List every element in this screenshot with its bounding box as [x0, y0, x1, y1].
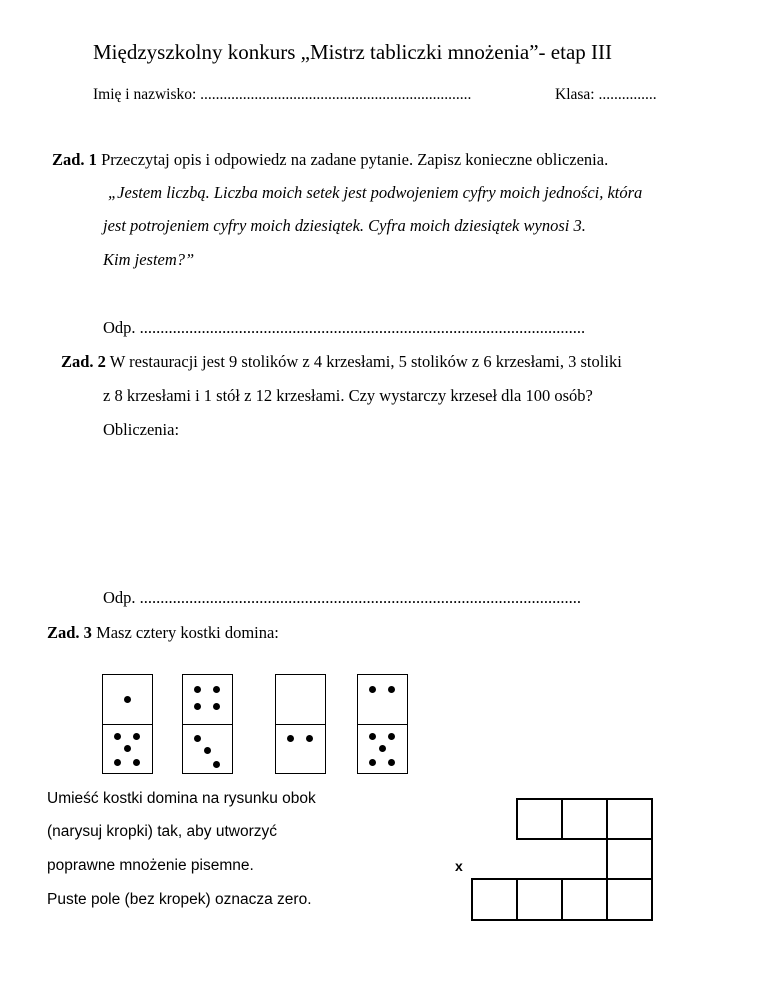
- domino-tile-2: [182, 674, 233, 774]
- grid-cell-row3-b[interactable]: [516, 878, 563, 921]
- domino-pip-bottom: [114, 733, 121, 740]
- task1-quote-line-1: „Jestem liczbą. Liczba moich setek jest podwojeniem cyfry moich jedności, która: [108, 183, 643, 202]
- multiply-sign: x: [455, 858, 463, 874]
- domino-tile-1: [102, 674, 153, 774]
- task1-quote-line-2: jest potrojeniem cyfry moich dziesiątek. Cyfra moich dziesiątek wynosi 3.: [103, 216, 586, 235]
- domino-divider: [276, 724, 325, 725]
- domino-pip-bottom: [213, 761, 220, 768]
- page-title: Międzyszkolny konkurs „Mistrz tabliczki mnożenia”- etap III: [93, 40, 612, 64]
- grid-cell-row2[interactable]: [606, 838, 653, 880]
- grid-cell-row1-b[interactable]: [561, 798, 608, 840]
- domino-pip-bottom: [369, 733, 376, 740]
- domino-pip-top: [194, 703, 201, 710]
- task1-label: Zad. 1: [52, 150, 97, 169]
- domino-pip-bottom: [124, 745, 131, 752]
- domino-tile-4: [357, 674, 408, 774]
- domino-pip-bottom: [194, 735, 201, 742]
- task1-instruction: Przeczytaj opis i odpowiedz na zadane pytanie. Zapisz konieczne obliczenia.: [101, 150, 609, 169]
- domino-pip-bottom: [388, 733, 395, 740]
- domino-pip-top: [124, 696, 131, 703]
- task3-instruction-line-4: Puste pole (bez kropek) oznacza zero.: [47, 891, 312, 908]
- grid-cell-row1-c[interactable]: [606, 798, 653, 840]
- task2-label: Zad. 2: [61, 352, 106, 371]
- task3-heading: [47, 623, 279, 643]
- task2-line-1: W restauracji jest 9 stolików z 4 krzesłami, 5 stolików z 6 krzesłami, 3 stoliki: [109, 352, 622, 371]
- task1-quote-line-3: Kim jestem?”: [103, 250, 195, 269]
- domino-pip-top: [369, 686, 376, 693]
- domino-pip-top: [388, 686, 395, 693]
- name-field-label: Imię i nazwisko: ......................................................................: [93, 86, 472, 103]
- domino-pip-top: [194, 686, 201, 693]
- task1-answer-line: Odp. ............................................................................................................: [103, 318, 586, 337]
- task3-instruction-line-1: Umieść kostki domina na rysunku obok: [47, 790, 316, 807]
- domino-pip-bottom: [133, 733, 140, 740]
- class-field-label: Klasa: ...............: [555, 86, 657, 103]
- domino-pip-bottom: [388, 759, 395, 766]
- task2-line-2: z 8 krzesłami i 1 stół z 12 krzesłami. Czy wystarczy krzeseł dla 100 osób?: [103, 386, 593, 405]
- domino-pip-bottom: [204, 747, 211, 754]
- domino-pip-bottom: [133, 759, 140, 766]
- grid-cell-row3-a[interactable]: [471, 878, 518, 921]
- task2-calc-label: Obliczenia:: [103, 420, 180, 439]
- task3-instruction-line-3: poprawne mnożenie pisemne.: [47, 857, 254, 874]
- domino-pip-bottom: [369, 759, 376, 766]
- domino-pip-top: [213, 686, 220, 693]
- task2-answer-line: Odp. ...........................................................................................................: [103, 588, 582, 607]
- domino-pip-top: [213, 703, 220, 710]
- task3-label: Zad. 3: [47, 623, 92, 642]
- domino-divider: [103, 724, 152, 725]
- task1-heading: [52, 150, 608, 170]
- grid-cell-row1-a[interactable]: [516, 798, 563, 840]
- domino-pip-bottom: [114, 759, 121, 766]
- domino-pip-bottom: [379, 745, 386, 752]
- domino-pip-bottom: [306, 735, 313, 742]
- domino-divider: [183, 724, 232, 725]
- domino-divider: [358, 724, 407, 725]
- domino-tile-3: [275, 674, 326, 774]
- task3-instruction-line-2: (narysuj kropki) tak, aby utworzyć: [47, 823, 277, 840]
- grid-cell-row3-d[interactable]: [606, 878, 653, 921]
- grid-cell-row3-c[interactable]: [561, 878, 608, 921]
- task3-intro: Masz cztery kostki domina:: [96, 623, 279, 642]
- task2-heading: [61, 352, 622, 372]
- domino-pip-bottom: [287, 735, 294, 742]
